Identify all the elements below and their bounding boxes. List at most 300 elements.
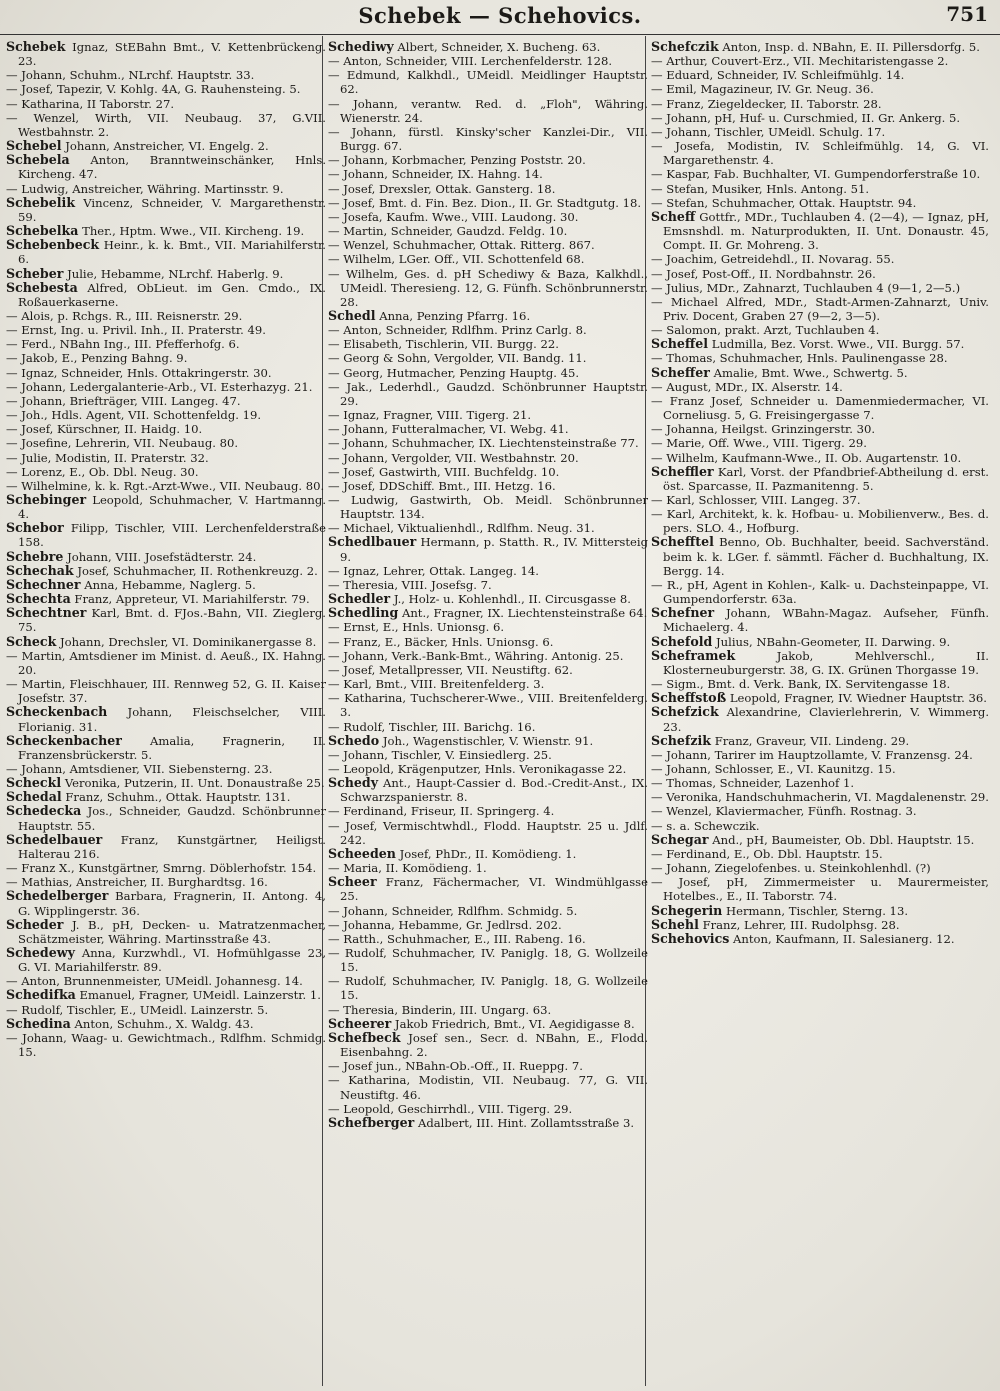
entry-surname: Schefner (651, 605, 715, 621)
entry-text: Alexandrine, Clavierlehrerin, V. Wimmerg. 23. (663, 705, 989, 734)
directory-entry (328, 451, 648, 465)
directory-entry (6, 889, 326, 917)
entry-text: — Johann, Schuhmacher, IX. Liechtensteinstraße 77. (328, 436, 639, 451)
directory-entry (6, 408, 326, 422)
directory-entry (6, 40, 326, 68)
entry-text: — Georg, Hutmacher, Penzing Hauptg. 45. (328, 365, 580, 380)
directory-entry (328, 97, 648, 125)
entry-text: Barbara, Fragnerin, II. Antong. 4, G. Wipplingerstr. 36. (18, 889, 326, 918)
entry-text: Ther., Hptm. Wwe., VII. Kircheng. 19. (82, 224, 305, 239)
directory-entry (651, 351, 989, 365)
directory-entry (651, 281, 989, 295)
directory-entry (328, 40, 648, 54)
entry-surname: Scheffer (651, 364, 710, 380)
entry-text: — Johann, fürstl. Kinsky'scher Kanzlei-Dir., VII. Burgg. 67. (328, 124, 648, 154)
entry-surname: Schefzik (651, 732, 712, 748)
entry-text: Amalia, Fragnerin, II. Franzensbrückerstr. 5. (18, 733, 326, 762)
entry-text: — Ignaz, Lehrer, Ottak. Langeg. 14. (328, 563, 539, 578)
page-header (0, 0, 1000, 35)
entry-text: — Sigm., Bmt. d. Verk. Bank, IX. Servitengasse 18. (651, 677, 951, 692)
entry-text: Josef, PhDr., II. Komödieng. 1. (399, 846, 577, 861)
directory-entry (6, 337, 326, 351)
directory-entry (651, 337, 989, 351)
entry-text: Anton, Branntweinschänker, Hnls. Kircheng. 47. (18, 153, 326, 182)
entry-surname: Schedling (328, 605, 399, 621)
entry-text: — Mathias, Anstreicher, II. Burghardtsg. 16. (6, 875, 268, 890)
directory-entry (328, 196, 648, 210)
directory-entry (651, 394, 989, 422)
entry-surname: Schegerin (651, 902, 723, 918)
directory-entry (328, 861, 648, 875)
directory-entry (328, 1073, 648, 1101)
entry-text: — Alois, p. Rchgs. R., III. Reisnerstr. 29. (6, 308, 243, 323)
directory-entry (328, 366, 648, 380)
entry-surname: Schebek (6, 40, 66, 54)
entry-text: — Joachim, Getreidehdl., II. Novarag. 55. (651, 252, 895, 267)
directory-entry (6, 833, 326, 861)
entry-text: — Johann, verantw. Red. d. „Floh", Währing. Wienerstr. 24. (328, 96, 648, 125)
directory-entry (651, 422, 989, 436)
entry-text: — Stefan, Musiker, Hnls. Antong. 51. (651, 181, 870, 196)
directory-entry (6, 946, 326, 974)
directory-entry (651, 904, 989, 918)
entry-text: — Johann, Schneider, IX. Hahng. 14. (328, 167, 543, 182)
entry-text: And., pH, Baumeister, Ob. Dbl. Hauptstr. 15. (712, 832, 975, 847)
entry-text: — Josef, Vermischtwhdl., Flodd. Hauptstr. 25 u. Jdlf. 242. (328, 818, 648, 847)
entry-text: Franz, Appreteur, VI. Mariahilferstr. 79. (74, 592, 310, 607)
entry-surname: Schefbeck (328, 1029, 401, 1045)
entry-text: — Johann, Amtsdiener, VII. Siebensterng. 23. (6, 761, 273, 776)
directory-entry (651, 97, 989, 111)
directory-entry (328, 1003, 648, 1017)
entry-text: Karl, Bmt. d. FJos.-Bahn, VII. Zieglerg. 75. (18, 606, 326, 635)
directory-entry (6, 153, 326, 181)
directory-entry (328, 323, 648, 337)
entry-text: Franz, Kunstgärtner, Heiligst. Halterau 216. (18, 832, 326, 861)
directory-entry (328, 267, 648, 309)
directory-entry (6, 493, 326, 521)
directory-entry (328, 351, 648, 365)
directory-entry (6, 238, 326, 266)
directory-entry (6, 436, 326, 450)
entry-text: — Lorenz, E., Ob. Dbl. Neug. 30. (6, 464, 199, 479)
directory-entry (6, 776, 326, 790)
directory-entry (328, 649, 648, 663)
entry-text: — Salomon, prakt. Arzt, Tuchlauben 4. (651, 323, 880, 338)
directory-entry (651, 705, 989, 733)
entry-surname: Scheffel (651, 336, 709, 352)
directory-entry (328, 974, 648, 1002)
directory-entry (6, 323, 326, 337)
directory-entry (328, 932, 648, 946)
directory-entry (6, 734, 326, 762)
directory-entry (6, 592, 326, 606)
entry-surname: Scheframek (651, 647, 736, 663)
directory-entry (6, 564, 326, 578)
entry-text: J. B., pH, Decken- u. Matratzenmacher, Schätzmeister, Währing. Martinsstraße 43. (18, 917, 326, 946)
entry-text: Adalbert, III. Hint. Zollamtsstraße 3. (417, 1115, 635, 1130)
entry-text: — Rudolf, Schuhmacher, IV. Paniglg. 18, G. Wollzeile 15. (328, 946, 648, 975)
directory-entry (328, 875, 648, 903)
directory-entry (328, 1059, 648, 1073)
entry-text: — Josef, Post-Off., II. Nordbahnstr. 26. (651, 266, 876, 281)
entry-surname: Schebesta (6, 279, 78, 295)
entry-text: — Rudolf, Schuhmacher, IV. Paniglg. 18, G. Wollzeile 15. (328, 974, 648, 1003)
directory-entry (328, 125, 648, 153)
entry-text: — Marie, Off. Wwe., VIII. Tigerg. 29. (651, 436, 867, 451)
entry-text: Julie, Hebamme, NLrchf. Haberlg. 9. (67, 266, 284, 281)
entry-text: — Johann, Futteralmacher, VI. Webg. 41. (328, 422, 569, 437)
directory-entry (328, 1116, 648, 1130)
directory-entry (651, 804, 989, 818)
entry-text: — Veronika, Handschuhmacherin, VI. Magdalenenstr. 29. (651, 790, 989, 805)
directory-entry (651, 111, 989, 125)
directory-entry (651, 380, 989, 394)
directory-entry (651, 366, 989, 380)
entry-text: — Wilhelm, LGer. Off., VII. Schottenfeld 68. (328, 252, 585, 267)
directory-entry (328, 153, 648, 167)
entry-text: Joh., Wagenstischler, V. Wienstr. 91. (382, 733, 594, 748)
directory-entry (651, 493, 989, 507)
entry-text: — August, MDr., IX. Alserstr. 14. (651, 379, 843, 394)
entry-text: Anton, Schuhm., X. Waldg. 43. (74, 1016, 254, 1031)
entry-text: — Ludwig, Anstreicher, Währing. Martinsstr. 9. (6, 181, 284, 196)
entry-surname: Schefczik (651, 40, 719, 54)
directory-entry (651, 182, 989, 196)
entry-text: — Ernst, Ing. u. Privil. Inh., II. Praterstr. 49. (6, 323, 266, 338)
directory-entry (651, 762, 989, 776)
entry-surname: Schechak (6, 562, 74, 578)
directory-entry (651, 677, 989, 691)
entry-text: — Johann, Briefträger, VIII. Langeg. 47. (6, 393, 241, 408)
directory-entry (328, 819, 648, 847)
directory-entry (651, 323, 989, 337)
directory-entry (651, 167, 989, 181)
directory-entry (651, 125, 989, 139)
entry-text: — Karl, Schlosser, VIII. Langeg. 37. (651, 493, 861, 507)
entry-text: — Josef, Tapezir, V. Kohlg. 4A, G. Rauhensteing. 5. (6, 82, 301, 97)
entry-surname: Schedlbauer (328, 534, 417, 550)
entry-text: Veronika, Putzerin, II. Unt. Donaustraße 25. (64, 776, 325, 791)
entry-text: Karl, Vorst. der Pfandbrief-Abtheilung d. erst. öst. Sparcasse, II. Pazmanitenng. 5. (663, 464, 989, 493)
entry-text: — Wilhelmine, k. k. Rgt.-Arzt-Wwe., VII. Neubaug. 80. (6, 478, 325, 493)
directory-entry (651, 451, 989, 465)
entry-text: Ignaz, StEBahn Bmt., V. Kettenbrückeng. 23. (18, 40, 326, 69)
directory-entry (6, 422, 326, 436)
entry-surname: Schebelka (6, 223, 79, 239)
entry-text: — Martin, Fleischhauer, III. Rennweg 52, G. II. Kaiser Josefstr. 37. (6, 677, 326, 706)
entry-surname: Schehovics (651, 930, 730, 946)
directory-entry (6, 1003, 326, 1017)
entry-text: — Rudolf, Tischler, III. Barichg. 16. (328, 719, 536, 734)
directory-entry (328, 167, 648, 181)
entry-text: — Johanna, Heilgst. Grinzingerstr. 30. (651, 422, 876, 437)
entry-text: — Thomas, Schneider, Lazenhof 1. (651, 776, 855, 791)
entry-text: — Johann, Vergolder, VII. Westbahnstr. 20. (328, 450, 579, 465)
entry-text: — Joh., Hdls. Agent, VII. Schottenfeldg. 19. (6, 408, 262, 423)
entry-text: Hermann, Tischler, Sterng. 13. (726, 903, 908, 918)
entry-text: — Anton, Schneider, VIII. Lerchenfelderstr. 128. (328, 54, 613, 69)
directory-entry (651, 776, 989, 790)
directory-entry (328, 252, 648, 266)
entry-text: — Franz Josef, Schneider u. Damenmiedermacher, VI. Corneliusg. 5, G. Freisingergasse 7. (651, 393, 989, 423)
entry-surname: Schedl (328, 307, 376, 323)
entry-text: Franz, Fächermacher, VI. Windmühlgasse 25. (340, 875, 648, 904)
entry-text: Anna, Hebamme, Naglerg. 5. (84, 577, 256, 592)
directory-entry (328, 1031, 648, 1059)
directory-entry (651, 535, 989, 577)
directory-entry (6, 68, 326, 82)
entry-surname: Schechner (6, 576, 81, 592)
directory-entry (328, 720, 648, 734)
directory-entry (328, 422, 648, 436)
directory-entry (6, 309, 326, 323)
directory-entry (651, 691, 989, 705)
entry-text: — Josef, Bmt. d. Fin. Bez. Dion., II. Gr. Stadtgutg. 18. (328, 195, 642, 210)
entry-text: Amalie, Bmt. Wwe., Schwertg. 5. (713, 365, 908, 380)
directory-entry (328, 465, 648, 479)
entry-text: Johann, Drechsler, VI. Dominikanergasse 8. (60, 634, 317, 649)
entry-text: — Karl, Bmt., VIII. Breitenfelderg. 3. (328, 677, 545, 692)
entry-text: Emanuel, Fragner, UMeidl. Lainzerstr. 1. (79, 988, 321, 1003)
entry-text: Anton, Insp. d. NBahn, E. II. Pillersdorfg. 5. (722, 40, 980, 54)
entry-text: Albert, Schneider, X. Bucheng. 63. (397, 40, 601, 54)
entry-text: — Maria, II. Komödieng. 1. (328, 861, 487, 876)
directory-entry (651, 68, 989, 82)
directory-entry (651, 465, 989, 493)
directory-entry (328, 337, 648, 351)
directory-entry (328, 380, 648, 408)
directory-entry (6, 918, 326, 946)
entry-text: — Franz, Ziegeldecker, II. Taborstr. 28. (651, 96, 882, 111)
entry-text: — Arthur, Couvert-Erz., VII. Mechitaristengasse 2. (651, 54, 949, 69)
entry-surname: Schebel (6, 138, 62, 154)
directory-entry (328, 635, 648, 649)
entry-surname: Schechta (6, 591, 71, 607)
directory-entry (6, 578, 326, 592)
entry-text: — Ernst, E., Hnls. Unionsg. 6. (328, 620, 505, 635)
directory-entry (6, 451, 326, 465)
directory-entry (6, 1017, 326, 1031)
directory-entry (328, 521, 648, 535)
column-2 (328, 40, 648, 1386)
directory-entry (6, 804, 326, 832)
entry-text: — Wilhelm, Kaufmann-Wwe., II. Ob. Augartenstr. 10. (651, 450, 962, 465)
directory-entry (651, 210, 989, 252)
entry-text: — Edmund, Kalkhdl., UMeidl. Meidlinger Hauptstr. 62. (328, 68, 648, 97)
entry-surname: Schediwy (328, 40, 394, 54)
directory-entry (6, 82, 326, 96)
directory-entry (328, 493, 648, 521)
entry-text: — Johanna, Hebamme, Gr. Jedlrsd. 202. (328, 917, 562, 932)
entry-text: Filipp, Tischler, VIII. Lerchenfelderstraße 158. (18, 521, 326, 550)
entry-text: — Jakob, E., Penzing Bahng. 9. (6, 351, 188, 366)
entry-text: — Katharina, Tuchscherer-Wwe., VIII. Breitenfelderg. 3. (328, 691, 648, 720)
entry-surname: Scheff (651, 208, 696, 224)
directory-entry (6, 366, 326, 380)
entry-surname: Scheck (6, 633, 57, 649)
entry-surname: Schefftel (651, 534, 714, 550)
directory-entry (328, 182, 648, 196)
entry-text: — Georg & Sohn, Vergolder, VII. Bandg. 11. (328, 351, 587, 366)
directory-entry (328, 918, 648, 932)
entry-surname: Schebelik (6, 194, 76, 210)
entry-text: — Josef, pH, Zimmermeister u. Maurermeister, Hotelbes., E., II. Taborstr. 74. (651, 875, 989, 904)
directory-entry (6, 861, 326, 875)
directory-entry (651, 139, 989, 167)
entry-surname: Scheffler (651, 463, 714, 479)
entry-text: Franz, Schuhm., Ottak. Hauptstr. 131. (65, 790, 291, 805)
directory-entry (6, 111, 326, 139)
entry-surname: Scheckenbach (6, 704, 108, 720)
entry-text: Ant., Fragner, IX. Liechtensteinstraße 64. (401, 606, 648, 621)
entry-text: — Michael, Viktualienhdl., Rdlfhm. Neug. 31. (328, 521, 595, 536)
entry-text: Gottfr., MDr., Tuchlauben 4. (2—4), — Ignaz, pH, Emsnshdl. m. Naturprodukten, II. Unt. Donaustr. 45, Compt. II. Gr. Mohreng. 3. (663, 209, 989, 253)
entry-text: Vincenz, Schneider, V. Margarethenstr. 59. (18, 195, 326, 224)
entry-text: Jakob Friedrich, Bmt., VI. Aegidigasse 8. (394, 1016, 635, 1031)
entry-text: — Ferdinand, E., Ob. Dbl. Hauptstr. 15. (651, 846, 883, 861)
entry-text: — Johann, Schlosser, E., VI. Kaunitzg. 15. (651, 761, 896, 776)
directory-entry (651, 918, 989, 932)
directory-entry (328, 309, 648, 323)
entry-text: — Anton, Schneider, Rdlfhm. Prinz Carlg. 8. (328, 323, 587, 338)
entry-text: — Wilhelm, Ges. d. pH Schediwy & Baza, Kalkhdl., UMeidl. Theresieng. 12, G. Fünfh. Schönbrunnerstr. 28. (328, 266, 648, 309)
directory-entry (328, 479, 648, 493)
entry-text: — Theresia, Binderin, III. Ungarg. 63. (328, 1002, 552, 1017)
entry-surname: Schedler (328, 591, 391, 607)
directory-entry (651, 861, 989, 875)
column-1 (6, 40, 326, 1386)
directory-entry (328, 535, 648, 563)
entry-surname: Scheeden (328, 845, 396, 861)
entry-text: — Johann, Waag- u. Gewichtmach., Rdlfhm. Schmidg. 15. (6, 1030, 326, 1060)
entry-text: Heinr., k. k. Bmt., VII. Mariahilferstr. 6. (18, 238, 326, 267)
entry-text: — Josefa, Modistin, IV. Schleifmühlg. 14, G. VI. Margarethenstr. 4. (651, 139, 989, 168)
entry-text: J., Holz- u. Kohlenhdl., II. Circusgasse 8. (393, 592, 631, 607)
entry-text: — Johann, Tarirer im Hauptzollamte, V. Franzensg. 24. (651, 747, 973, 762)
entry-surname: Schechtner (6, 605, 87, 621)
entry-surname: Schedecka (6, 803, 82, 819)
entry-text: Ludmilla, Bez. Vorst. Wwe., VII. Burgg. 57. (711, 337, 965, 352)
entry-text: — Katharina, Modistin, VII. Neubaug. 77, G. VII. Neustiftg. 46. (328, 1073, 648, 1102)
entry-text: Josef, Schuhmacher, II. Rothenkreuzg. 2. (77, 563, 318, 578)
entry-surname: Schehl (651, 916, 699, 932)
directory-entry (6, 281, 326, 309)
directory-entry (651, 932, 989, 946)
entry-text: Anton, Kaufmann, II. Salesianerg. 12. (733, 931, 955, 946)
directory-entry (6, 974, 326, 988)
directory-entry (651, 507, 989, 535)
directory-entry (328, 224, 648, 238)
directory-entry (328, 904, 648, 918)
entry-text: — Josefa, Kaufm. Wwe., VIII. Laudong. 30. (328, 209, 579, 224)
entry-text: — Johann, Tischler, V. Einsiedlerg. 25. (328, 747, 552, 762)
directory-entry (651, 196, 989, 210)
entry-text: — Ludwig, Gastwirth, Ob. Meidl. Schönbrunner Hauptstr. 134. (328, 493, 648, 522)
directory-entry (328, 436, 648, 450)
directory-entry (328, 946, 648, 974)
directory-entry (651, 748, 989, 762)
directory-entry (651, 578, 989, 606)
entry-text: — Kaspar, Fab. Buchhalter, VI. Gumpendorferstraße 10. (651, 167, 981, 182)
entry-surname: Schebor (6, 520, 64, 536)
directory-entry (6, 139, 326, 153)
entry-text: — Johann, Korbmacher, Penzing Poststr. 20. (328, 153, 586, 168)
entry-surname: Scheckl (6, 775, 62, 791)
column-3 (651, 40, 989, 1386)
entry-surname: Schedifka (6, 987, 76, 1003)
directory-entry (651, 54, 989, 68)
directory-entry (651, 734, 989, 748)
entry-surname: Schedelberger (6, 888, 109, 904)
directory-entry (6, 267, 326, 281)
directory-entry (651, 267, 989, 281)
entry-text: — R., pH, Agent in Kohlen-, Kalk- u. Dachsteinpappe, VI. Gumpendorferstr. 63a. (651, 577, 989, 607)
entry-text: — Josef, Kürschner, II. Haidg. 10. (6, 422, 203, 437)
directory-entry (651, 606, 989, 634)
entry-text: Johann, Fleischselcher, VIII. Florianig. 31. (18, 705, 326, 734)
entry-text: — Ferd., NBahn Ing., III. Pfefferhofg. 6. (6, 337, 240, 352)
entry-text: Josef sen., Secr. d. NBahn, E., Flodd. Eisenbahng. 2. (340, 1030, 648, 1060)
directory-entry (6, 1031, 326, 1059)
entry-text: — Johann, pH, Huf- u. Curschmied, II. Gr. Ankerg. 5. (651, 110, 961, 125)
directory-entry (6, 394, 326, 408)
entry-text: — Ignaz, Schneider, Hnls. Ottakringerstr. 30. (6, 365, 272, 380)
directory-entry (328, 748, 648, 762)
directory-entry (328, 776, 648, 804)
directory-entry (328, 238, 648, 252)
entry-surname: Scheckenbacher (6, 732, 122, 748)
entry-surname: Schegar (651, 831, 709, 847)
directory-entry (328, 691, 648, 719)
entry-text: — Ignaz, Fragner, VIII. Tigerg. 21. (328, 408, 532, 423)
entry-text: — Josef jun., NBahn-Ob.-Off., II. Rueppg. 7. (328, 1059, 583, 1074)
entry-text: — Rudolf, Tischler, E., UMeidl. Lainzerstr. 5. (6, 1002, 269, 1017)
directory-entry (651, 40, 989, 54)
directory-entry (651, 436, 989, 450)
entry-text: Benno, Ob. Buchhalter, beeid. Sachverständ. beim k. k. LGer. f. sämmtl. Fächer d. Buchhaltung, IX. Bergg. 14. (663, 535, 989, 578)
entry-surname: Scheer (328, 874, 377, 890)
directory-entry (651, 790, 989, 804)
entry-surname: Schefberger (328, 1114, 415, 1130)
entry-text: — Josef, Metallpresser, VII. Neustiftg. 62. (328, 662, 573, 677)
entry-text: — Josef, DDSchiff. Bmt., III. Hetzg. 16. (328, 478, 556, 493)
entry-text: Johann, Anstreicher, VI. Engelg. 2. (65, 139, 269, 154)
directory-entry (6, 606, 326, 634)
entry-text: Johann, WBahn-Magaz. Aufseher, Fünfh. Michaelerg. 4. (663, 606, 989, 635)
directory-entry (328, 606, 648, 620)
entry-surname: Scheffstoß (651, 690, 727, 706)
directory-entry (6, 988, 326, 1002)
entry-text: — Franz X., Kunstgärtner, Smrng. Döblerhofstr. 154. (6, 861, 317, 876)
directory-entry (6, 182, 326, 196)
entry-text: — Josefine, Lehrerin, VII. Neubaug. 80. (6, 436, 239, 451)
directory-entry (328, 564, 648, 578)
directory-entry (328, 54, 648, 68)
directory-entry (6, 224, 326, 238)
entry-text: — Theresia, VIII. Josefsg. 7. (328, 577, 492, 592)
entry-text: — Anton, Brunnenmeister, UMeidl. Johannesg. 14. (6, 974, 303, 989)
entry-text: — Julie, Modistin, II. Praterstr. 32. (6, 450, 209, 465)
directory-entry (328, 68, 648, 96)
entry-text: Leopold, Schuhmacher, V. Hartmanng. 4. (18, 493, 326, 522)
entry-text: — Emil, Magazineur, IV. Gr. Neug. 36. (651, 82, 874, 97)
directory-entry (651, 649, 989, 677)
directory-entry (6, 380, 326, 394)
entry-text: — Franz, E., Bäcker, Hnls. Unionsg. 6. (328, 634, 554, 649)
entry-text: — Leopold, Geschirrhdl., VIII. Tigerg. 29. (328, 1101, 573, 1116)
directory-entry (651, 833, 989, 847)
